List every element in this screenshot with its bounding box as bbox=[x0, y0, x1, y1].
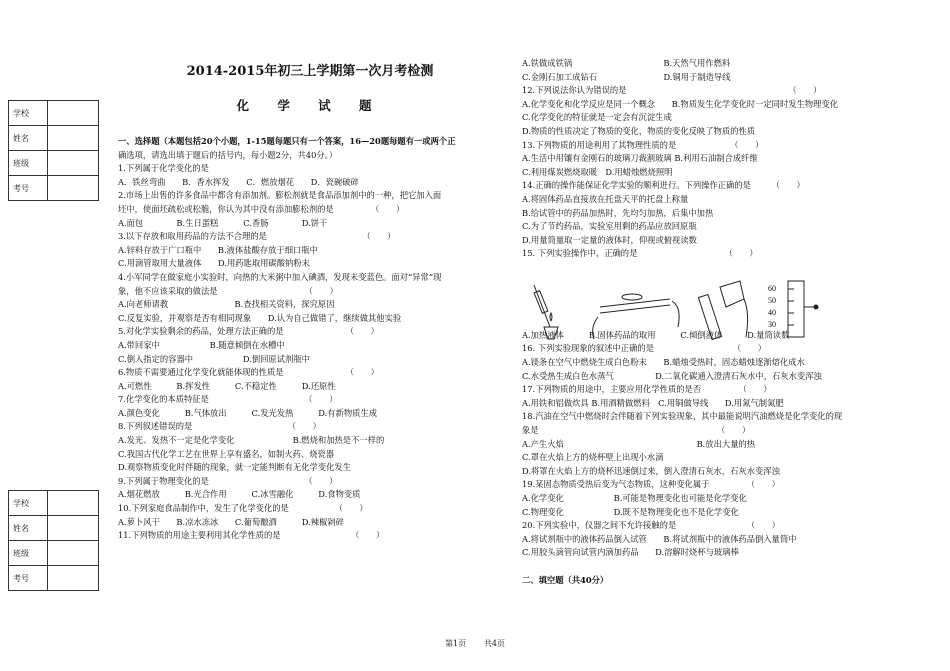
school-label: 学校 bbox=[9, 491, 48, 516]
right-line: A.将试剂瓶中的液体药品倒入试管 B.将试剂瓶中的液体药品倒入量筒中 bbox=[522, 533, 797, 544]
left-line: 3.以下存放和取用药品的方法不合理的是 （ ） bbox=[118, 231, 396, 242]
right-line: C.利用煤炭燃烧取暖 D.用蜡烛燃烧照明 bbox=[522, 166, 673, 177]
right-line: 17.下列物质的用途中，主要应用化学性质的是否 （ ） bbox=[522, 384, 772, 395]
right-line: A.铁做成铁锅 B.天然气用作燃料 bbox=[522, 58, 731, 68]
left-line: 2.市场上出售的许多食品中都含有添加剂。膨松剂就是食品添加剂中的一种，把它加入面 bbox=[118, 190, 442, 201]
right-line: 19.某固态物质受热后变为气态物质，这种变化属于 （ ） bbox=[522, 479, 780, 490]
right-line: D.将罩在火焰上方的烧杯迅速倒过来，倒入澄清石灰水，石灰水变浑浊 bbox=[522, 465, 780, 476]
page-total: 共4页 bbox=[483, 639, 505, 648]
right-line: 13.下列物质的用途利用了其物理性质的是 （ ） bbox=[522, 139, 764, 150]
right-line: A.化学变化和化学反应是同一个概念 B.物质发生化学变化时一定同时发生物理变化 bbox=[522, 98, 839, 109]
name-label: 姓名 bbox=[9, 126, 48, 151]
right-line: 20.下列实验中，仪器之间不允许接触的是 （ ） bbox=[522, 520, 780, 531]
right-line: 象是 （ ） bbox=[522, 425, 751, 436]
student-info-table-top bbox=[8, 100, 99, 201]
right-line: A.镁条在空气中燃烧生成白色粉末 B.蜡烛受热时，固态蜡烛逐渐熔化成水 bbox=[522, 357, 805, 368]
school-label: 学校 bbox=[9, 101, 48, 126]
school-field[interactable] bbox=[48, 101, 99, 126]
left-line: 4.小军同学在做家庭小实验时，向热的大米粥中加入碘酒，发现未变蓝色。面对“异常”现 bbox=[118, 271, 442, 282]
left-line: A.锌料存放于广口瓶中 B.液体盐酸存放于细口瓶中 bbox=[118, 244, 318, 255]
left-line: 9.下列属于物理变化的是 （ ） bbox=[118, 475, 338, 486]
right-line: A.生活中用镶有金刚石的玻璃刀裁割玻璃 B.利用石油制合成纤维 bbox=[522, 153, 758, 164]
right-line: C.罩在火焰上方的烧杯壁上出现小水滴 bbox=[522, 452, 664, 463]
right-line: 16. 下列实验现象的叙述中正确的是 （ ） bbox=[522, 343, 766, 354]
left-line: A.可燃性 B.挥发性 C.不稳定性 D.还原性 bbox=[118, 380, 336, 391]
left-line: A.带回家中 B.随意倾倒在水槽中 bbox=[118, 339, 285, 350]
right-line: 18.汽油在空气中燃烧时会伴随着下列实验现象，其中最能说明汽油燃烧是化学变化的现 bbox=[522, 411, 843, 422]
right-line: 二、填空题（共40分） bbox=[522, 574, 609, 585]
right-line: B.给试管中的药品加热时，先均匀加热，后集中加热 bbox=[522, 207, 714, 218]
right-line bbox=[522, 560, 842, 574]
exam-number-label: 考号 bbox=[9, 566, 48, 591]
cylinder-tick-50: 50 bbox=[768, 296, 776, 305]
class-field[interactable] bbox=[48, 151, 99, 176]
left-line: 11.下列物质的用途主要利用其化学性质的是 （ ） bbox=[118, 530, 385, 541]
right-line: C.金刚石加工成钻石 D.铜用于制造导线 bbox=[522, 71, 731, 82]
solid-reagent-figure bbox=[593, 294, 679, 339]
right-line: A.产生火焰 B.放出大量的热 bbox=[522, 438, 756, 449]
left-line: 确选项，请选出填于题后的括号内，每小题2分，共40分。） bbox=[118, 149, 338, 160]
cylinder-tick-60: 60 bbox=[768, 284, 776, 293]
right-line: D.物质的性质决定了物质的变化，物质的变化反映了物质的性质 bbox=[522, 125, 756, 136]
left-line: A．铁丝弯曲 B．香水挥发 C．燃放烟花 D．瓷碗破碎 bbox=[118, 176, 359, 187]
left-line: C.反复实验，并观察是否有相同现象 D.认为自己做错了，继续做其他实验 bbox=[118, 312, 402, 323]
page-number: 第1页 bbox=[445, 639, 467, 648]
page-footer bbox=[0, 638, 950, 649]
pouring-liquid-figure bbox=[698, 281, 747, 339]
class-label: 班级 bbox=[9, 541, 48, 566]
graduated-cylinder-figure bbox=[788, 281, 818, 337]
left-line: A.烟花燃放 B.光合作用 C.冰雪融化 D.食物变质 bbox=[118, 489, 361, 500]
right-line: D.用量筒量取一定量的液体时，仰视或俯视读数 bbox=[522, 234, 697, 245]
left-line: A.颜色变化 B.气体放出 C.发光发热 D.有新物质生成 bbox=[118, 407, 378, 418]
right-line: 12.下列说法你认为错误的是 （ ） bbox=[522, 85, 822, 96]
exam-number-field[interactable] bbox=[48, 566, 99, 591]
exam-subtitle: 化 学 试 题 bbox=[236, 98, 384, 113]
name-label: 姓名 bbox=[9, 516, 48, 541]
name-field[interactable] bbox=[48, 516, 99, 541]
left-line: C.我国古代化学工艺在世界上享有盛名，如制火药、烧瓷器 bbox=[118, 448, 335, 459]
left-question-column bbox=[118, 135, 456, 543]
student-info-table-bottom bbox=[8, 490, 99, 591]
heating-liquid-figure bbox=[534, 285, 558, 339]
left-line: A.面包 B.生日蛋糕 C.香肠 D.饼干 bbox=[118, 217, 328, 228]
left-line: D.观察物质变化时伴随的现象，就一定能判断有无化学变化发生 bbox=[118, 462, 352, 473]
experiment-illustrations bbox=[520, 277, 840, 343]
right-line: C.用胶头滴管向试管内滴加药品 D.溶解时烧杯与玻璃棒 bbox=[522, 547, 739, 558]
exam-title: 2014-2015年初三上学期第一次月考检测 bbox=[186, 64, 434, 79]
right-line: A.化学变化 B.可能是物理变化也可能是化学变化 bbox=[522, 493, 747, 503]
cylinder-tick-30: 30 bbox=[768, 320, 776, 329]
left-line: 7.化学变化的本质特征是 （ ） bbox=[118, 394, 338, 405]
left-line: 坯中，使面坯疏松或松脆，你认为其中没有添加膨松剂的是 （ ） bbox=[118, 203, 405, 214]
right-line bbox=[522, 261, 842, 275]
class-field[interactable] bbox=[48, 541, 99, 566]
left-line: 象，他不应该采取的做法是 （ ） bbox=[118, 285, 338, 296]
right-line: C.为了节约药品，实验室用剩的药品应放回原瓶 bbox=[522, 221, 697, 232]
right-line: 14.正确的操作能保证化学实验的顺利进行。下列操作正确的是 （ ） bbox=[522, 180, 805, 191]
right-line: C.化学变化的特征就是一定会有沉淀生成 bbox=[522, 112, 672, 123]
right-line: C.物理变化 D.既不是物理变化也不是化学变化 bbox=[522, 506, 739, 517]
left-line: 10.下列家庭食品制作中，发生了化学变化的是 （ ） bbox=[118, 503, 368, 514]
name-field[interactable] bbox=[48, 126, 99, 151]
left-line: 6.物质不需要通过化学变化就能体现的性质是 （ ） bbox=[118, 367, 379, 378]
exam-number-field[interactable] bbox=[48, 176, 99, 201]
right-line: A.加热液体 B.固体药品的取用 C.倾倒液体 D.量筒读数 bbox=[522, 329, 790, 340]
left-line: C.用滴管取用大量液体 D.用药匙取用碳酸钠粉末 bbox=[118, 258, 310, 269]
left-line: A.萝卜风干 B.凉水冻冰 C.葡萄酿酒 D.辣椒剁碎 bbox=[118, 516, 344, 527]
right-line: C.水受热生成白色水蒸气 D.二氧化碳通入澄清石灰水中，石灰水变浑浊 bbox=[522, 370, 822, 381]
left-line: A.发光、发热不一定是化学变化 B.燃烧和加热是不一样的 bbox=[118, 435, 385, 446]
exam-number-label: 考号 bbox=[9, 176, 48, 201]
left-line: C.倒入指定的容器中 D.倒回原试剂瓶中 bbox=[118, 353, 310, 364]
left-line: 8.下列叙述错误的是 （ ） bbox=[118, 421, 321, 432]
left-line: 5.对化学实验剩余的药品，处理方法正确的是 （ ） bbox=[118, 326, 379, 337]
left-line: 1.下列属于化学变化的是 bbox=[118, 163, 209, 174]
class-label: 班级 bbox=[9, 151, 48, 176]
school-field[interactable] bbox=[48, 491, 99, 516]
cylinder-tick-40: 40 bbox=[768, 308, 776, 317]
right-line: 15. 下列实验操作中，正确的是 （ ） bbox=[522, 248, 758, 259]
right-line: A.将固体药品直接放在托盘天平的托盘上称量 bbox=[522, 193, 689, 204]
left-line: 一、选择题（本题包括20个小题，1-15题每题只有一个答案，16—20题每题有一或两个正 bbox=[118, 136, 456, 146]
right-line: A.用铁和铝做炊具 B.用酒精做燃料 C.用铜做导线 D.用氮气制氮肥 bbox=[522, 397, 784, 408]
left-line: A.向老师请教 B.查找相关资料，探究原因 bbox=[118, 299, 335, 310]
